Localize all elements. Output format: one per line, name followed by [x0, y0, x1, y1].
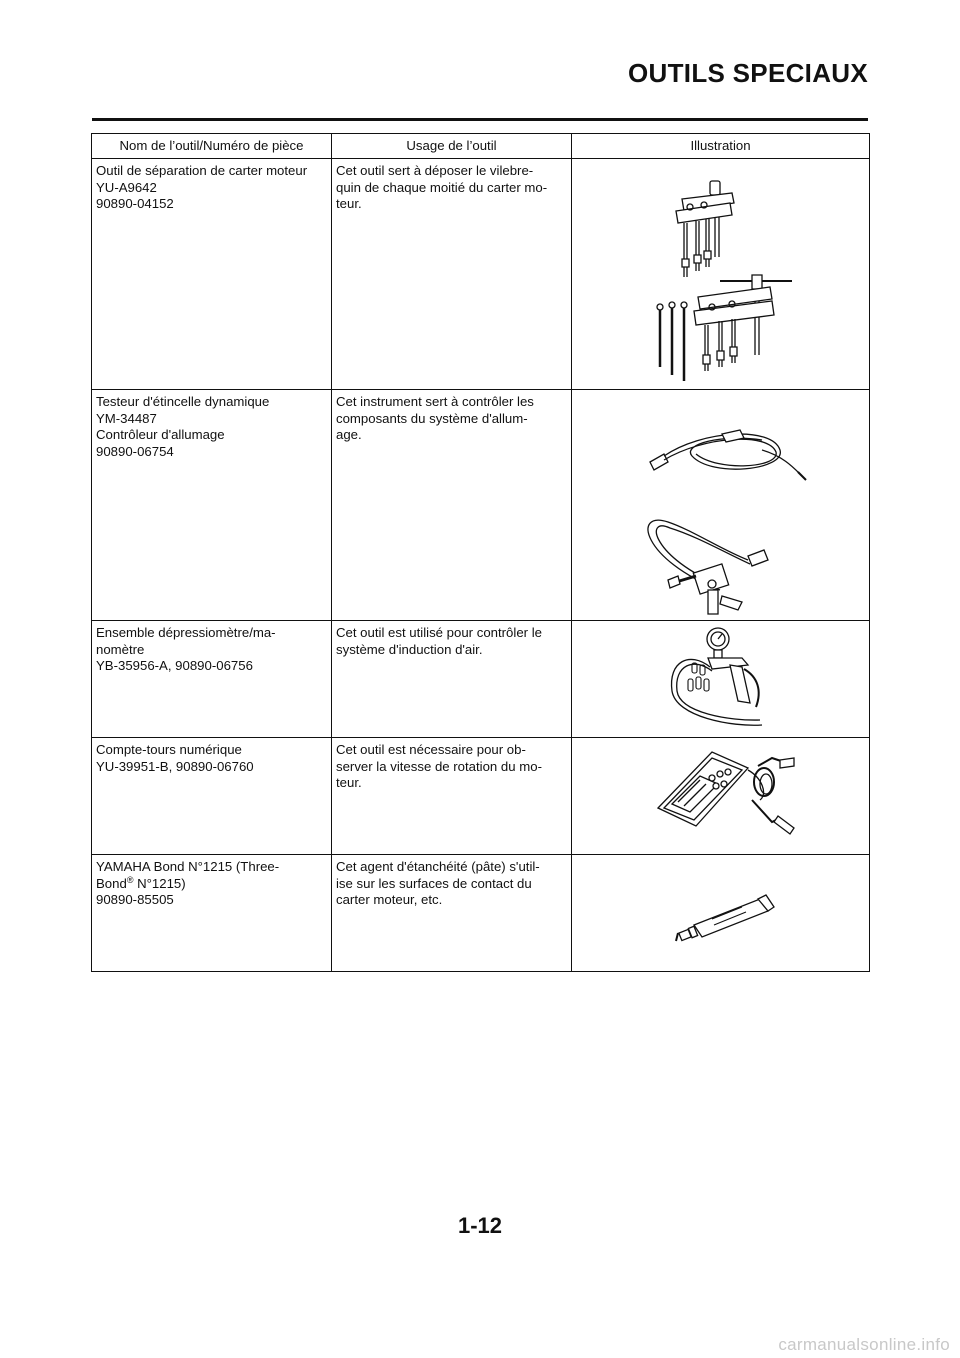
tool-usage-line: server la vitesse de rotation du mo-	[336, 758, 542, 774]
illustration-cell	[572, 738, 870, 855]
tool-usage-cell	[332, 621, 572, 738]
table-row	[92, 738, 870, 855]
page-title: OUTILS SPECIAUX	[628, 58, 868, 88]
tool-name-line: YU-39951-B, 90890-06760	[96, 758, 254, 774]
tool-usage-line: ise sur les surfaces de contact du	[336, 875, 532, 891]
tool-name-line: Ensemble dépressiomètre/ma-	[96, 625, 276, 640]
tool-usage-line: carter moteur, etc.	[336, 892, 443, 907]
tool-name-line: 90890-04152	[96, 196, 174, 211]
tool-usage-cell	[332, 390, 572, 621]
tool-name-line: nomètre	[96, 641, 145, 657]
illustration-cell	[572, 621, 870, 738]
illustration-cell	[572, 390, 870, 621]
tool-name-line: Testeur d'étincelle dynamique	[96, 394, 270, 409]
tool-name-part: Bond	[96, 875, 127, 891]
header-rule	[92, 118, 868, 121]
tool-usage-line: Cet outil est utilisé pour contrôler le	[336, 625, 542, 640]
tool-name-cell	[92, 621, 332, 738]
vacuum-pressure-pump-icon	[572, 621, 870, 738]
tool-usage-line: age.	[336, 427, 362, 442]
tool-usage-line: quin de chaque moitié du carter mo-	[336, 179, 548, 195]
column-header-name: Nom de l’outil/Numéro de pièce	[92, 134, 332, 159]
tool-usage-line: composants du système d'allum-	[336, 410, 528, 426]
tool-usage-line: teur.	[336, 196, 362, 211]
tool-name-line: Outil de séparation de carter moteur	[96, 163, 308, 178]
digital-tachometer-icon	[572, 738, 870, 855]
illustration-cell	[572, 159, 870, 390]
table-header-row	[92, 134, 870, 159]
tool-name-cell	[92, 738, 332, 855]
illustration-cell	[572, 855, 870, 972]
tool-name-line: Contrôleur d'allumage	[96, 427, 225, 442]
table-row	[92, 621, 870, 738]
tool-name-cell	[92, 159, 332, 390]
column-header-illustration: Illustration	[572, 134, 870, 159]
tool-usage-line: teur.	[336, 775, 362, 790]
table-row	[92, 159, 870, 390]
tool-name-line: Compte-tours numérique	[96, 742, 242, 757]
tool-name-cell	[92, 390, 332, 621]
tool-usage-line: système d'induction d'air.	[336, 641, 483, 657]
tool-name-line: YB-35956-A, 90890-06756	[96, 658, 253, 673]
tool-usage-line: Cet instrument sert à contrôler les	[336, 394, 534, 409]
tool-usage-cell	[332, 159, 572, 390]
tool-usage-cell	[332, 738, 572, 855]
tool-name-line: 90890-85505	[96, 892, 174, 907]
table-row	[92, 390, 870, 621]
tool-name-cell	[92, 855, 332, 972]
tool-name-line: YU-A9642	[96, 179, 157, 195]
ignition-checker-icon	[572, 390, 870, 621]
page-number: 1-12	[457, 1213, 503, 1238]
registered-mark: ®	[126, 874, 134, 885]
tool-usage-line: Cet outil est nécessaire pour ob-	[336, 742, 526, 757]
tool-name-line	[96, 876, 327, 893]
sealant-tube-icon	[572, 855, 870, 972]
tool-usage-cell	[332, 855, 572, 972]
tool-name-line: YAMAHA Bond N°1215 (Three-	[96, 859, 280, 874]
special-tools-table	[91, 133, 870, 972]
tool-name-line: 90890-06754	[96, 443, 174, 459]
column-header-usage: Usage de l’outil	[332, 134, 572, 159]
crankcase-separating-tool-icon	[572, 159, 870, 390]
tool-name-part: N°1215)	[133, 875, 186, 891]
tool-usage-line: Cet agent d'étanchéité (pâte) s'util-	[336, 859, 540, 874]
table-row	[92, 855, 870, 972]
watermark: carmanualsonline.info	[778, 1335, 950, 1354]
tool-usage-line: Cet outil sert à déposer le vilebre-	[336, 163, 534, 178]
tool-name-line: YM-34487	[96, 410, 157, 426]
